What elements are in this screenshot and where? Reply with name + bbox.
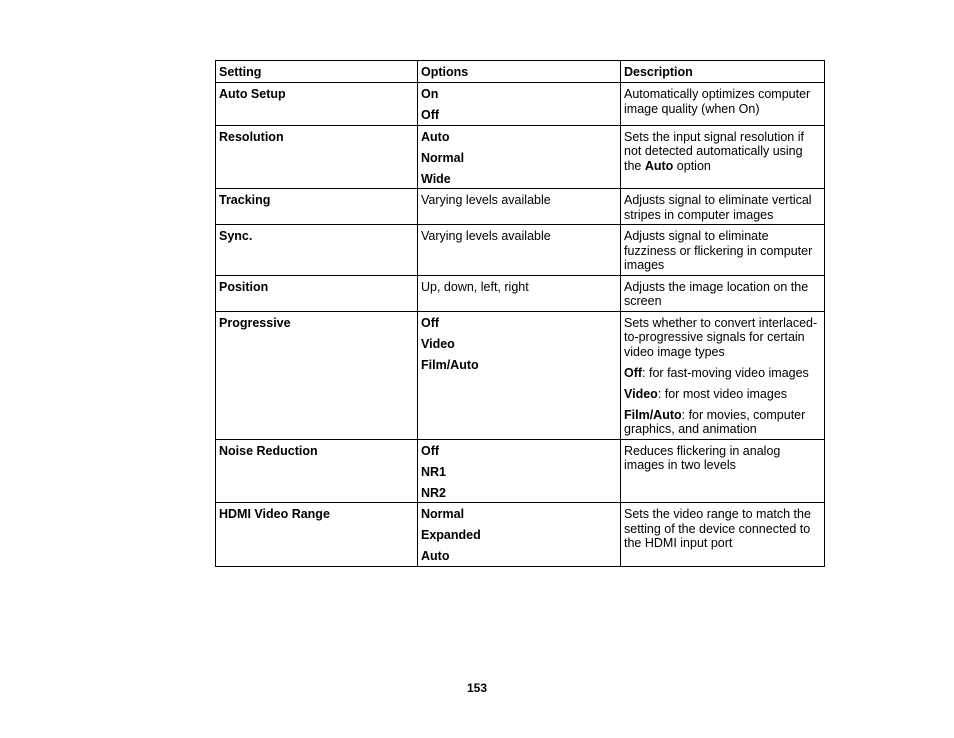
- option-text: Varying levels available: [421, 229, 551, 243]
- option-value: Auto: [421, 129, 450, 144]
- description-paragraph: [624, 316, 821, 360]
- table-row: [216, 83, 825, 126]
- description-emphasis: Film/Auto: [624, 407, 682, 422]
- options-cell: [418, 189, 621, 225]
- description-text: Automatically optimizes computer image quality (when On): [624, 87, 811, 116]
- option-text: Varying levels available: [421, 193, 551, 207]
- option-value: Film/Auto: [421, 357, 479, 372]
- table-header-row: [216, 61, 825, 83]
- setting-cell: Tracking: [216, 189, 418, 225]
- description-emphasis: Video: [624, 386, 658, 401]
- options-cell: [418, 275, 621, 311]
- options-cell: [418, 503, 621, 567]
- description-text: : for movies, computer graphics, and animation: [624, 407, 806, 436]
- option-value: NR1: [421, 464, 447, 479]
- description-paragraph: [624, 408, 821, 437]
- description-paragraph: [624, 229, 821, 273]
- table-row: [216, 503, 825, 567]
- description-text: option: [673, 158, 711, 173]
- description-paragraph: [624, 280, 821, 309]
- table-row: [216, 311, 825, 439]
- description-text: Adjusts the image location on the screen: [624, 279, 809, 308]
- description-cell: [621, 275, 825, 311]
- option-value: Expanded: [421, 528, 481, 542]
- setting-cell: Sync.: [216, 225, 418, 276]
- description-text: Sets the input signal resolution if not detected automatically using the: [624, 129, 804, 173]
- description-paragraph: [624, 193, 821, 222]
- options-cell: [418, 83, 621, 126]
- settings-table: [215, 60, 825, 567]
- description-cell: [621, 83, 825, 126]
- description-cell: [621, 189, 825, 225]
- description-cell: [621, 503, 825, 567]
- option-value: On: [421, 87, 439, 101]
- option-value: NR2: [421, 485, 447, 500]
- table-row: [216, 439, 825, 503]
- option-value: Video: [421, 336, 455, 351]
- description-text: : for fast-moving video images: [642, 365, 809, 380]
- option-value: Off: [421, 108, 440, 122]
- description-text: Adjusts signal to eliminate vertical stripes in computer images: [624, 193, 812, 222]
- description-text: Sets whether to convert interlaced-to-progressive signals for certain video image types: [624, 315, 818, 359]
- description-emphasis: Auto: [644, 158, 674, 173]
- options-cell: [418, 311, 621, 439]
- description-paragraph: [624, 387, 821, 402]
- page-number: 153: [466, 681, 488, 695]
- header-options: Options: [418, 61, 621, 83]
- description-text: Reduces flickering in analog images in two levels: [624, 443, 781, 472]
- description-cell: [621, 311, 825, 439]
- description-paragraph: [624, 87, 821, 116]
- options-cell: [418, 125, 621, 189]
- setting-cell: Auto Setup: [216, 83, 418, 126]
- setting-cell: Progressive: [216, 311, 418, 439]
- description-paragraph: [624, 507, 821, 551]
- table-body: [216, 83, 825, 567]
- description-text: : for most video images: [657, 386, 788, 401]
- description-text: Sets the video range to match the setting of the device connected to the HDMI input port: [624, 507, 811, 550]
- setting-cell: Resolution: [216, 125, 418, 189]
- option-value: Wide: [421, 171, 451, 186]
- header-description: Description: [621, 61, 825, 83]
- description-cell: [621, 125, 825, 189]
- description-paragraph: [624, 130, 821, 174]
- option-value: Normal: [421, 150, 465, 165]
- option-value: Off: [421, 315, 440, 330]
- option-text: Up, down, left, right: [421, 279, 529, 294]
- setting-cell: Position: [216, 275, 418, 311]
- table-row: [216, 125, 825, 189]
- option-value: Auto: [421, 549, 450, 563]
- option-value: Off: [421, 443, 440, 458]
- option-value: Normal: [421, 507, 465, 521]
- table-row: [216, 189, 825, 225]
- description-emphasis: Off: [624, 365, 643, 380]
- description-paragraph: [624, 366, 821, 381]
- table-row: [216, 275, 825, 311]
- options-cell: [418, 225, 621, 276]
- description-cell: [621, 225, 825, 276]
- setting-cell: HDMI Video Range: [216, 503, 418, 567]
- description-text: Adjusts signal to eliminate fuzziness or flickering in computer images: [624, 229, 813, 272]
- header-setting: Setting: [216, 61, 418, 83]
- options-cell: [418, 439, 621, 503]
- table-row: [216, 225, 825, 276]
- description-paragraph: [624, 444, 821, 473]
- setting-cell: Noise Reduction: [216, 439, 418, 503]
- description-cell: [621, 439, 825, 503]
